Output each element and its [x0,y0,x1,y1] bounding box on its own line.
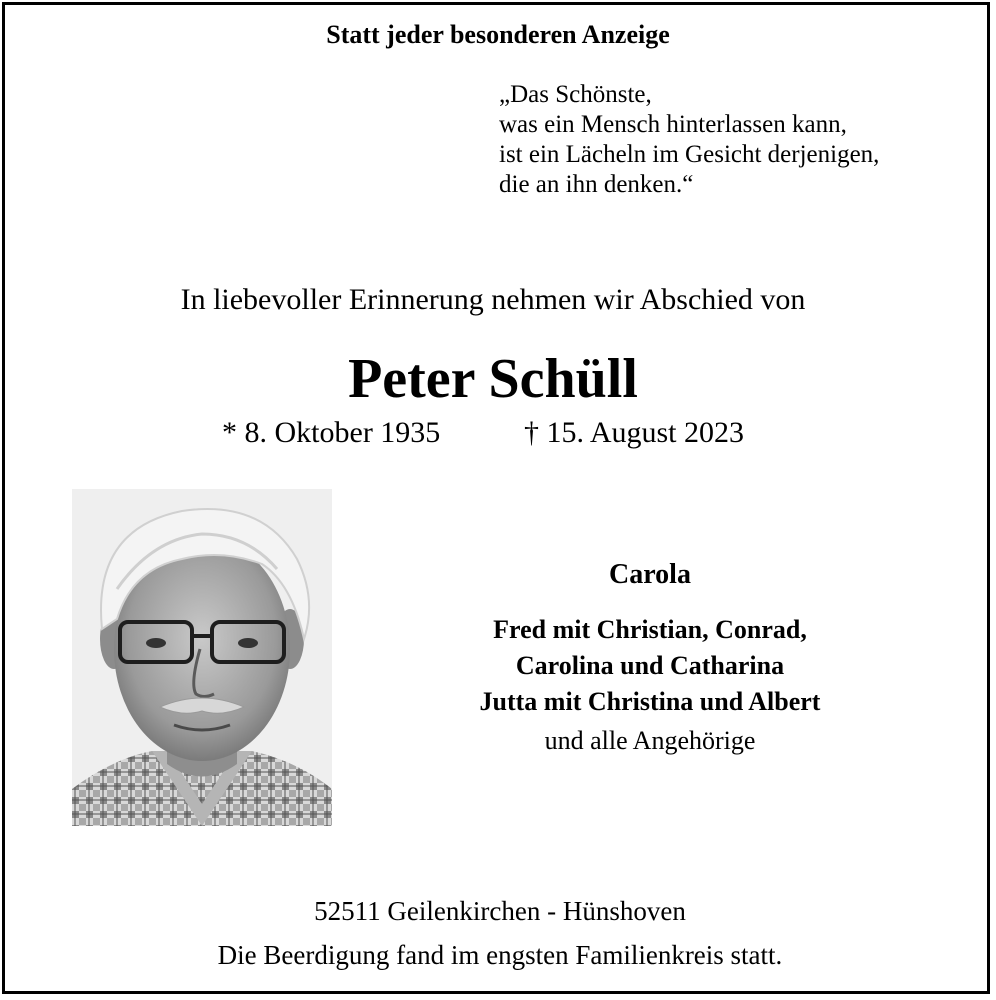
portrait-illustration [72,489,332,826]
survivor-others: und alle Angehörige [544,726,756,755]
survivor-primary: Carola [609,559,691,590]
deceased-name: Peter Schüll [348,348,638,410]
quote-line: was ein Mensch hinterlassen kann, [499,111,847,138]
survivor-family-line: Jutta mit Christina und Albert [479,687,821,716]
quote-line: ist ein Lächeln im Gesicht derjenigen, [499,141,880,168]
intro-line: In liebevoller Erinnerung nehmen wir Abschied von [180,283,806,316]
death-date: † 15. August 2023 [524,416,745,449]
funeral-note: Die Beerdigung fand im engsten Familienkreis statt. [217,940,783,970]
survivor-family-line: Carolina und Catharina [515,651,785,680]
quote-line: „Das Schönste, [499,81,652,108]
survivor-family-list [430,612,870,720]
portrait-photo [72,489,332,826]
notice-header: Statt jeder besonderen Anzeige [326,20,670,49]
birth-date: * 8. Oktober 1935 [222,416,441,449]
memorial-quote [499,80,879,200]
survivor-family-line: Fred mit Christian, Conrad, [493,615,807,644]
quote-line: die an ihn denken.“ [499,171,694,198]
place-line: 52511 Geilenkirchen - Hünshoven [314,896,686,926]
